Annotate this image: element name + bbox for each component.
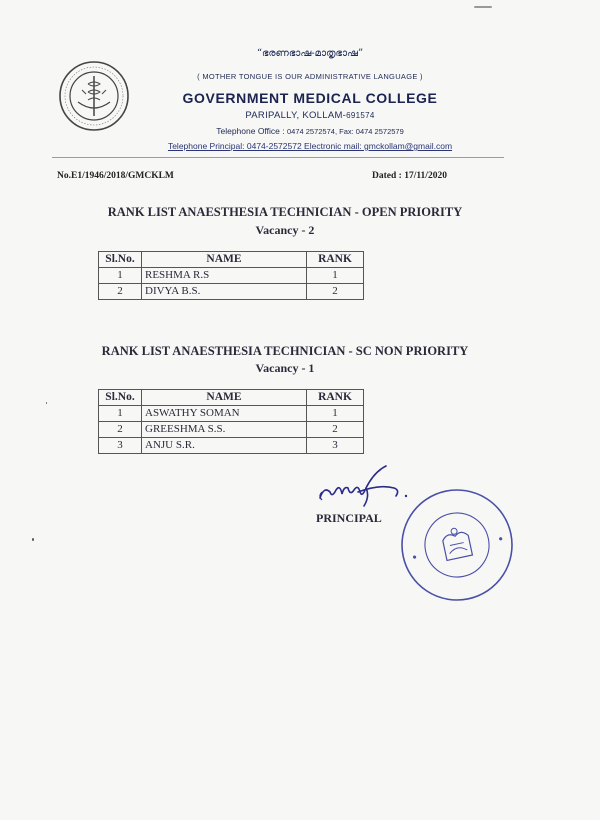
header-name: NAME <box>142 252 307 268</box>
header-sl: Sl.No. <box>99 390 142 406</box>
cell-name: ASWATHY SOMAN <box>142 406 307 422</box>
scan-speck <box>474 6 492 8</box>
cell-sl: 1 <box>99 406 142 422</box>
cell-name: GREESHMA S.S. <box>142 422 307 438</box>
cell-sl: 2 <box>99 422 142 438</box>
college-seal-stamp <box>398 486 516 604</box>
college-address <box>120 110 500 121</box>
motto-text: “ഭരണഭാഷ-മാതൃഭാഷ” <box>256 48 364 59</box>
cell-rank: 2 <box>307 284 364 300</box>
rank-table <box>98 389 364 454</box>
pin-code: 691574 <box>346 111 375 120</box>
header-name: NAME <box>142 390 307 406</box>
cell-rank: 2 <box>307 422 364 438</box>
telephone-label: Telephone Office : <box>216 126 285 136</box>
cell-sl: 3 <box>99 438 142 454</box>
table-row <box>99 268 364 284</box>
table-row <box>99 284 364 300</box>
cell-name: RESHMA R.S <box>142 268 307 284</box>
cell-sl: 2 <box>99 284 142 300</box>
header-divider <box>52 157 504 158</box>
cell-sl: 1 <box>99 268 142 284</box>
contact-line: Telephone Principal: 0474-2572572 Electronic mail: gmckollam@gmail.com <box>167 141 453 151</box>
vacancy-label: Vacancy - 1 <box>255 361 315 375</box>
header-rank: RANK <box>307 252 364 268</box>
table-row <box>99 422 364 438</box>
table-header-row <box>99 390 364 406</box>
scan-speck <box>46 402 47 404</box>
date-line: Dated : 17/11/2020 <box>372 171 447 181</box>
cell-name: DIVYA B.S. <box>142 284 307 300</box>
address-main: PARIPALLY, KOLLAM- <box>245 110 347 121</box>
section-title: RANK LIST ANAESTHESIA TECHNICIAN - SC NON PRIORITY <box>101 344 469 358</box>
section-title: RANK LIST ANAESTHESIA TECHNICIAN - OPEN PRIORITY <box>107 205 463 219</box>
telephone-numbers: 0474 2572574, Fax: 0474 2572579 <box>286 127 404 136</box>
college-name: GOVERNMENT MEDICAL COLLEGE <box>182 90 438 106</box>
cell-rank: 3 <box>307 438 364 454</box>
vacancy-label: Vacancy - 2 <box>255 223 315 237</box>
header-rank: RANK <box>307 390 364 406</box>
table-row <box>99 438 364 454</box>
header-sl: Sl.No. <box>99 252 142 268</box>
scan-speck <box>32 538 34 541</box>
signatory-title: PRINCIPAL <box>316 511 382 525</box>
tagline-text: ( MOTHER TONGUE IS OUR ADMINISTRATIVE LANGUAGE ) <box>197 72 423 81</box>
cell-rank: 1 <box>307 268 364 284</box>
telephone-line <box>120 126 500 136</box>
rank-table <box>98 251 364 300</box>
table-row <box>99 406 364 422</box>
cell-rank: 1 <box>307 406 364 422</box>
reference-number: No.E1/1946/2018/GMCKLM <box>57 171 174 181</box>
table-header-row <box>99 252 364 268</box>
cell-name: ANJU S.R. <box>142 438 307 454</box>
